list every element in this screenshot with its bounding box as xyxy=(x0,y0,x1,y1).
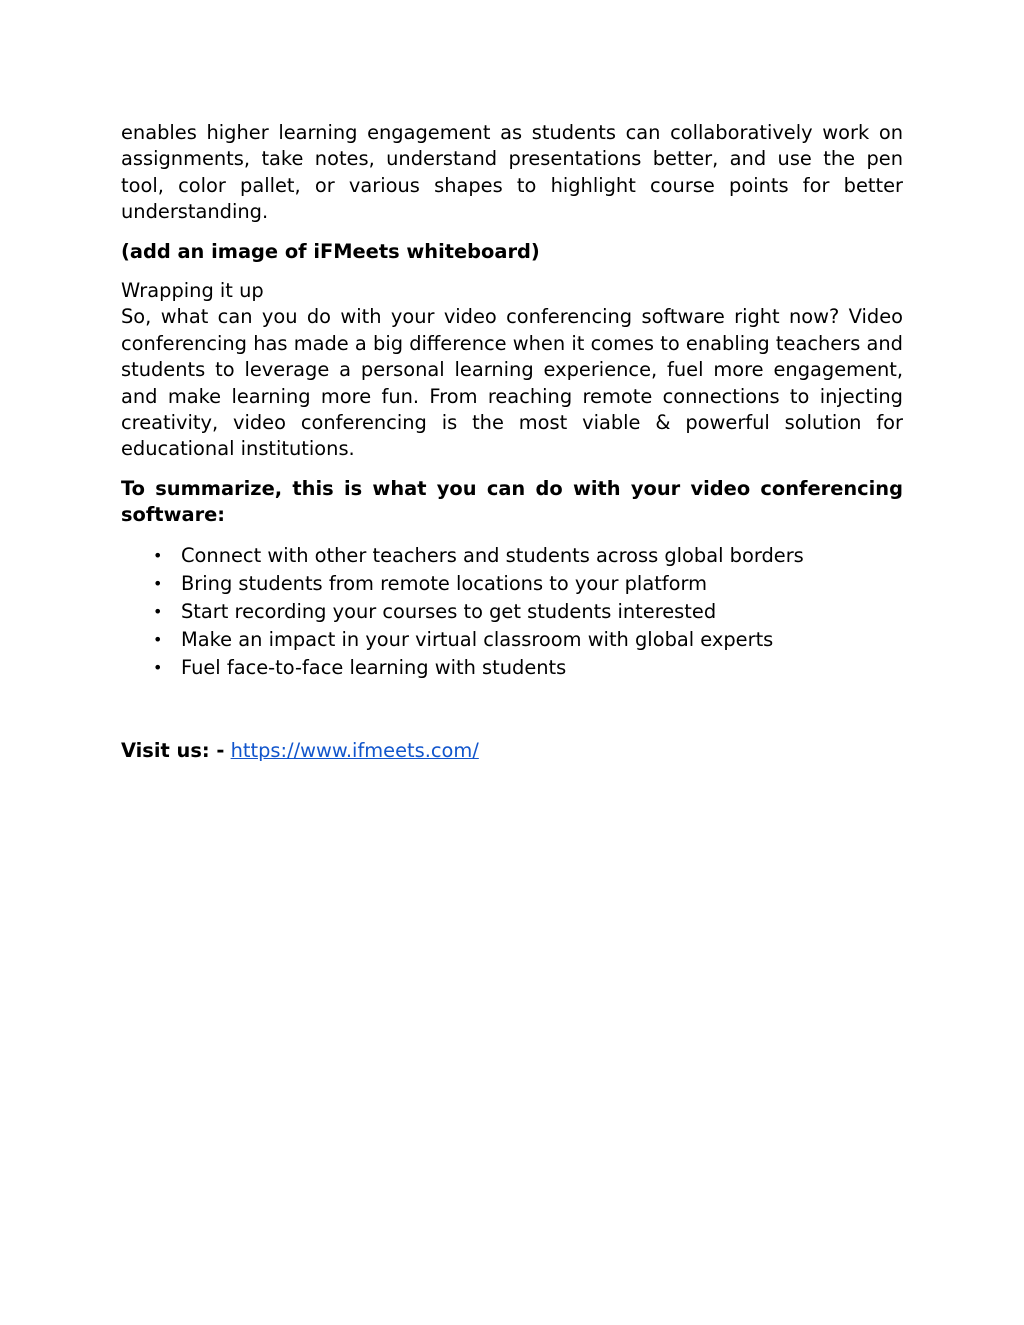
list-item xyxy=(121,570,903,598)
summary-list xyxy=(121,542,903,682)
bullet-icon: • xyxy=(153,601,163,621)
list-item xyxy=(121,542,903,570)
list-item-text: Connect with other teachers and students across global borders xyxy=(181,543,804,567)
summary-heading: To summarize, this is what you can do with your video conferencing software: xyxy=(121,476,903,527)
list-item xyxy=(121,598,903,626)
visit-us-line xyxy=(121,738,903,764)
list-item xyxy=(121,626,903,654)
wrap-up-paragraph: So, what can you do with your video conferencing software right now? Video conferencing has made a big difference when it comes to enabling teachers and students to leverage a personal learning experience, fuel more engagement, and make learning more fun. From reaching remote connections to injecting creativity, video conferencing is the most viable & powerful solution for educational institutions. xyxy=(121,305,903,461)
list-item xyxy=(121,654,903,682)
bullet-icon: • xyxy=(153,629,163,649)
intro-paragraph: enables higher learning engagement as students can collaboratively work on assignments, take notes, understand presentations better, and use the pen tool, color pallet, or various shapes to highlight course points for better understanding. xyxy=(121,121,903,224)
bullet-icon: • xyxy=(153,657,163,677)
list-item-text: Bring students from remote locations to your platform xyxy=(181,571,708,595)
visit-us-label: Visit us: - xyxy=(121,738,225,762)
list-item-text: Start recording your courses to get students interested xyxy=(181,599,717,623)
image-placeholder-note: (add an image of iFMeets whiteboard) xyxy=(121,239,540,263)
website-link[interactable]: https://www.ifmeets.com/ xyxy=(230,738,479,762)
bullet-icon: • xyxy=(153,573,163,593)
list-item-text: Fuel face-to-face learning with students xyxy=(181,655,567,679)
section-heading: Wrapping it up xyxy=(121,279,264,303)
bullet-icon: • xyxy=(153,545,163,565)
list-item-text: Make an impact in your virtual classroom with global experts xyxy=(181,627,774,651)
document-page xyxy=(121,120,903,764)
